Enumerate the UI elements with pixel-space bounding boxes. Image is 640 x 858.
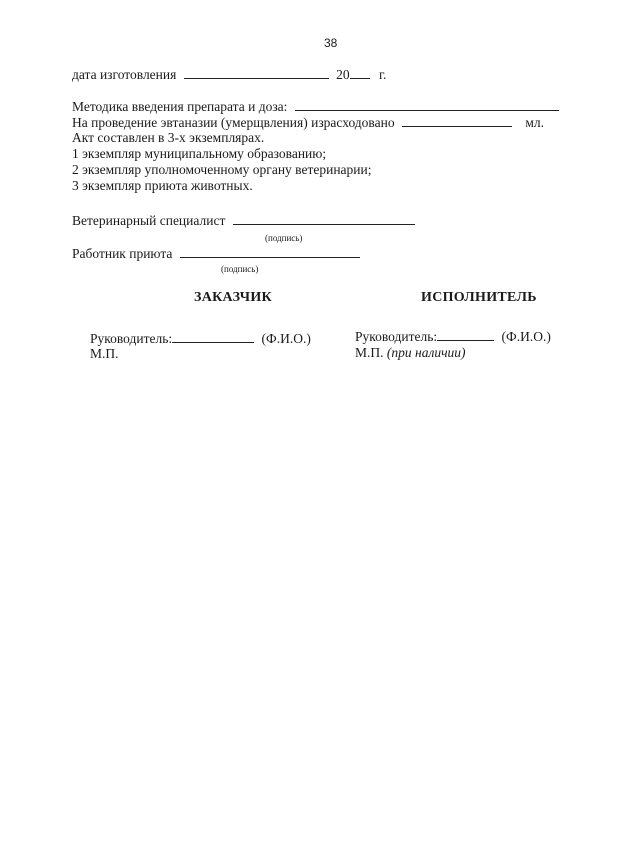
date-label: дата изготовления xyxy=(72,67,177,82)
contractor-stamp: М.П. xyxy=(355,345,384,360)
contractor-stamp-note: (при наличии) xyxy=(386,345,466,360)
contractor-head-row xyxy=(355,328,551,345)
year-prefix: 20 xyxy=(336,67,350,82)
vet-signature-caption: (подпись) xyxy=(265,233,303,243)
customer-head-blank xyxy=(172,330,254,343)
act-copy-2: 2 экземпляр уполномоченному органу ветеринарии; xyxy=(72,162,372,177)
customer-fio: (Ф.И.О.) xyxy=(261,331,311,346)
method-blank xyxy=(295,98,559,111)
page-number: 38 xyxy=(324,36,338,50)
euthanasia-label: На проведение эвтаназии (умерщвления) израсходовано xyxy=(72,115,395,130)
act-copy-3: 3 экземпляр приюта животных. xyxy=(72,178,253,193)
euthanasia-unit: мл. xyxy=(525,115,544,130)
method-label: Методика введения препарата и доза: xyxy=(72,99,288,114)
date-row xyxy=(72,66,386,83)
method-row xyxy=(72,98,559,115)
shelter-signature-blank xyxy=(180,245,360,258)
act-copies-line: Акт составлен в 3-х экземплярах. xyxy=(72,130,265,145)
contractor-head-blank xyxy=(437,328,494,341)
customer-stamp: М.П. xyxy=(90,346,119,361)
vet-label: Ветеринарный специалист xyxy=(72,213,226,228)
euthanasia-row xyxy=(72,114,544,131)
shelter-signature-row xyxy=(72,245,360,262)
shelter-label: Работник приюта xyxy=(72,246,173,261)
act-copy-1: 1 экземпляр муниципальному образованию; xyxy=(72,146,327,161)
vet-signature-blank xyxy=(233,212,415,225)
contractor-head-label: Руководитель: xyxy=(355,329,438,344)
year-blank xyxy=(350,66,370,79)
contractor-fio: (Ф.И.О.) xyxy=(501,329,551,344)
contractor-stamp-row xyxy=(355,345,466,361)
customer-heading: ЗАКАЗЧИК xyxy=(194,290,272,305)
year-suffix: г. xyxy=(378,67,387,82)
customer-head-label: Руководитель: xyxy=(90,331,173,346)
date-blank xyxy=(184,66,329,79)
vet-signature-row xyxy=(72,212,415,229)
shelter-signature-caption: (подпись) xyxy=(221,264,259,274)
euthanasia-blank xyxy=(402,114,512,127)
contractor-heading: ИСПОЛНИТЕЛЬ xyxy=(421,290,537,305)
customer-head-row xyxy=(90,330,311,347)
